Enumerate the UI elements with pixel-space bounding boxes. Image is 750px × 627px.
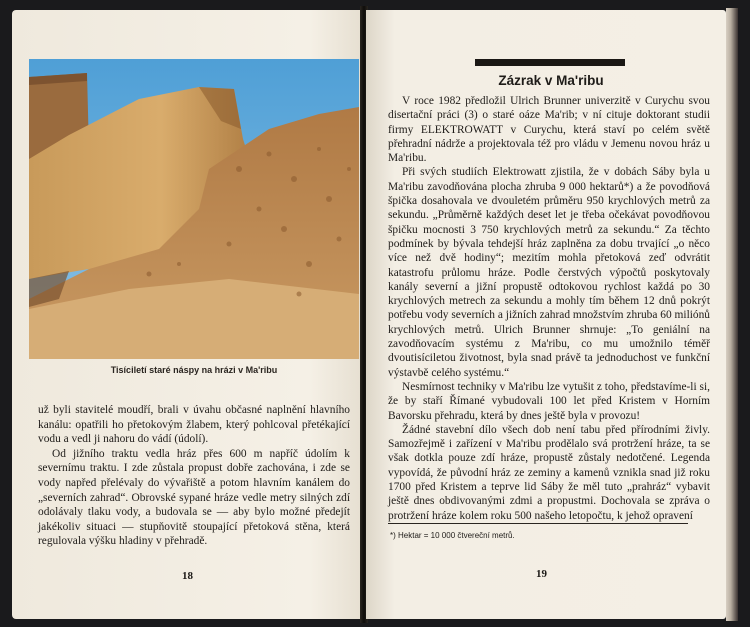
left-page [12, 10, 362, 619]
photo-caption: Tisíciletí staré náspy na hrázi v Ma'ribu [110, 365, 278, 375]
left-paragraph-2: Od jižního traktu vedla hráz přes 600 m napříč údolím k severnímu traktu. I zde zůstala propust dobře zachována, i zde se vody napřed přelévaly do vývařiště a potom hlavním kanálem do „severních zahrad“. Obrovské sypané hráze vedle metry silných zdí odolávaly tlaku vody, a budovala se — aby bylo možné předejít jakékoliv situaci — stupňovitě stoupající přetoková stěna, která regulovala výšku hladiny v přehradě. [38, 447, 350, 548]
right-paragraph-2: Při svých studiích Elektrowatt zjistila, že v dobách Sáby byla u Ma'ribu zavodňována plocha zhruba 9 000 hektarů*) a že povodňová špička dosahovala ve dvouletém průměru 950 krychlových metrů za sekundu. „Průměrně každých deset let je třeba očekávat povodňovou špičku mocnosti 3 750 krychlových metrů za sekundu.“ Za těchto podmínek by bývala tehdejší hráz zaplněna za dobu trvající „o něco více než dvě hodiny“; mezitím mohla přetoková zeď odvrátit katastrofu průlomu hráze. Podle čerstvých výpočtů poskytovaly kanály severní a jižní propustě odtokovou rychlost každá po 30 krychlových metrech za sekundu a mohly tím během 12 dnů pokrýt potřebu vody severních a jižních zahrad množstvím zhruba 60 miliónů krychlových metrů. Ulrich Brunner shrnuje: „To geniální na zavodňovacím systému z Ma'ribu, co mu umožnilo téměř dvoutisíciletou životnost, byla snad právě ta jednoduchost ve funkční výstavbě celého systému.“ [388, 166, 710, 379]
footnote: *) Hektar = 10 000 čtvereční metrů. [390, 531, 515, 540]
dam-ruins-illustration [29, 59, 359, 359]
chapter-title-rule [475, 59, 625, 66]
left-paragraph-1: už byli stavitelé moudří, brali v úvahu občasné naplnění hlavního kanálu: opatřili ho přetokovým žlabem, který pohlcoval přetékající vodu a vedl ji nahoru do vádí (údolí). [38, 404, 350, 446]
right-page-number: 19 [536, 568, 547, 580]
right-body-text [388, 94, 710, 523]
chapter-title: Zázrak v Ma'ribu [498, 73, 604, 88]
dam-ruins-photo [29, 59, 359, 359]
footnote-divider [388, 523, 688, 524]
right-page [366, 10, 726, 619]
book-page-edges [726, 8, 738, 621]
right-paragraph-3: Nesmírnost techniky v Ma'ribu lze vytušit z toho, představíme-li si, že by staří Římané vybudovali 100 let před Kristem v Horním Bavorsku přehradu, která by dnes ještě byla v provozu! [388, 380, 710, 422]
right-paragraph-1: V roce 1982 předložil Ulrich Brunner univerzitě v Curychu svou disertační práci (3) o staré oáze Ma'rib; v ní cituje doktorant studii firmy ELEKTROWATT v Curychu, která staví po celém světě přehradní nádrže a projektovala též pro vládu v Jemenu novou hráz u Ma'ribu. [388, 95, 710, 165]
left-page-number: 18 [182, 570, 193, 582]
left-body-text [38, 403, 350, 549]
right-paragraph-4: Žádné stavební dílo všech dob není tabu před přírodními živly. Samozřejmě i zařízení v Ma'ribu prodělalo svá protržení hráze, ta se však dotkla pouze zdí hráze, propustě zůstaly nedotčené. Legenda vypovídá, že původní hráz ze zeminy a kamenů vznikla snad již roku 1700 před Kristem a teprve lid Sáby že měl tuto „prahráz“ vybavit ještě dnes obdivovanými zdmi a propustmi. Dochovala se zpráva o protržení hráze kolem roku 500 našeho letopočtu, k jehož opravení [388, 423, 710, 522]
